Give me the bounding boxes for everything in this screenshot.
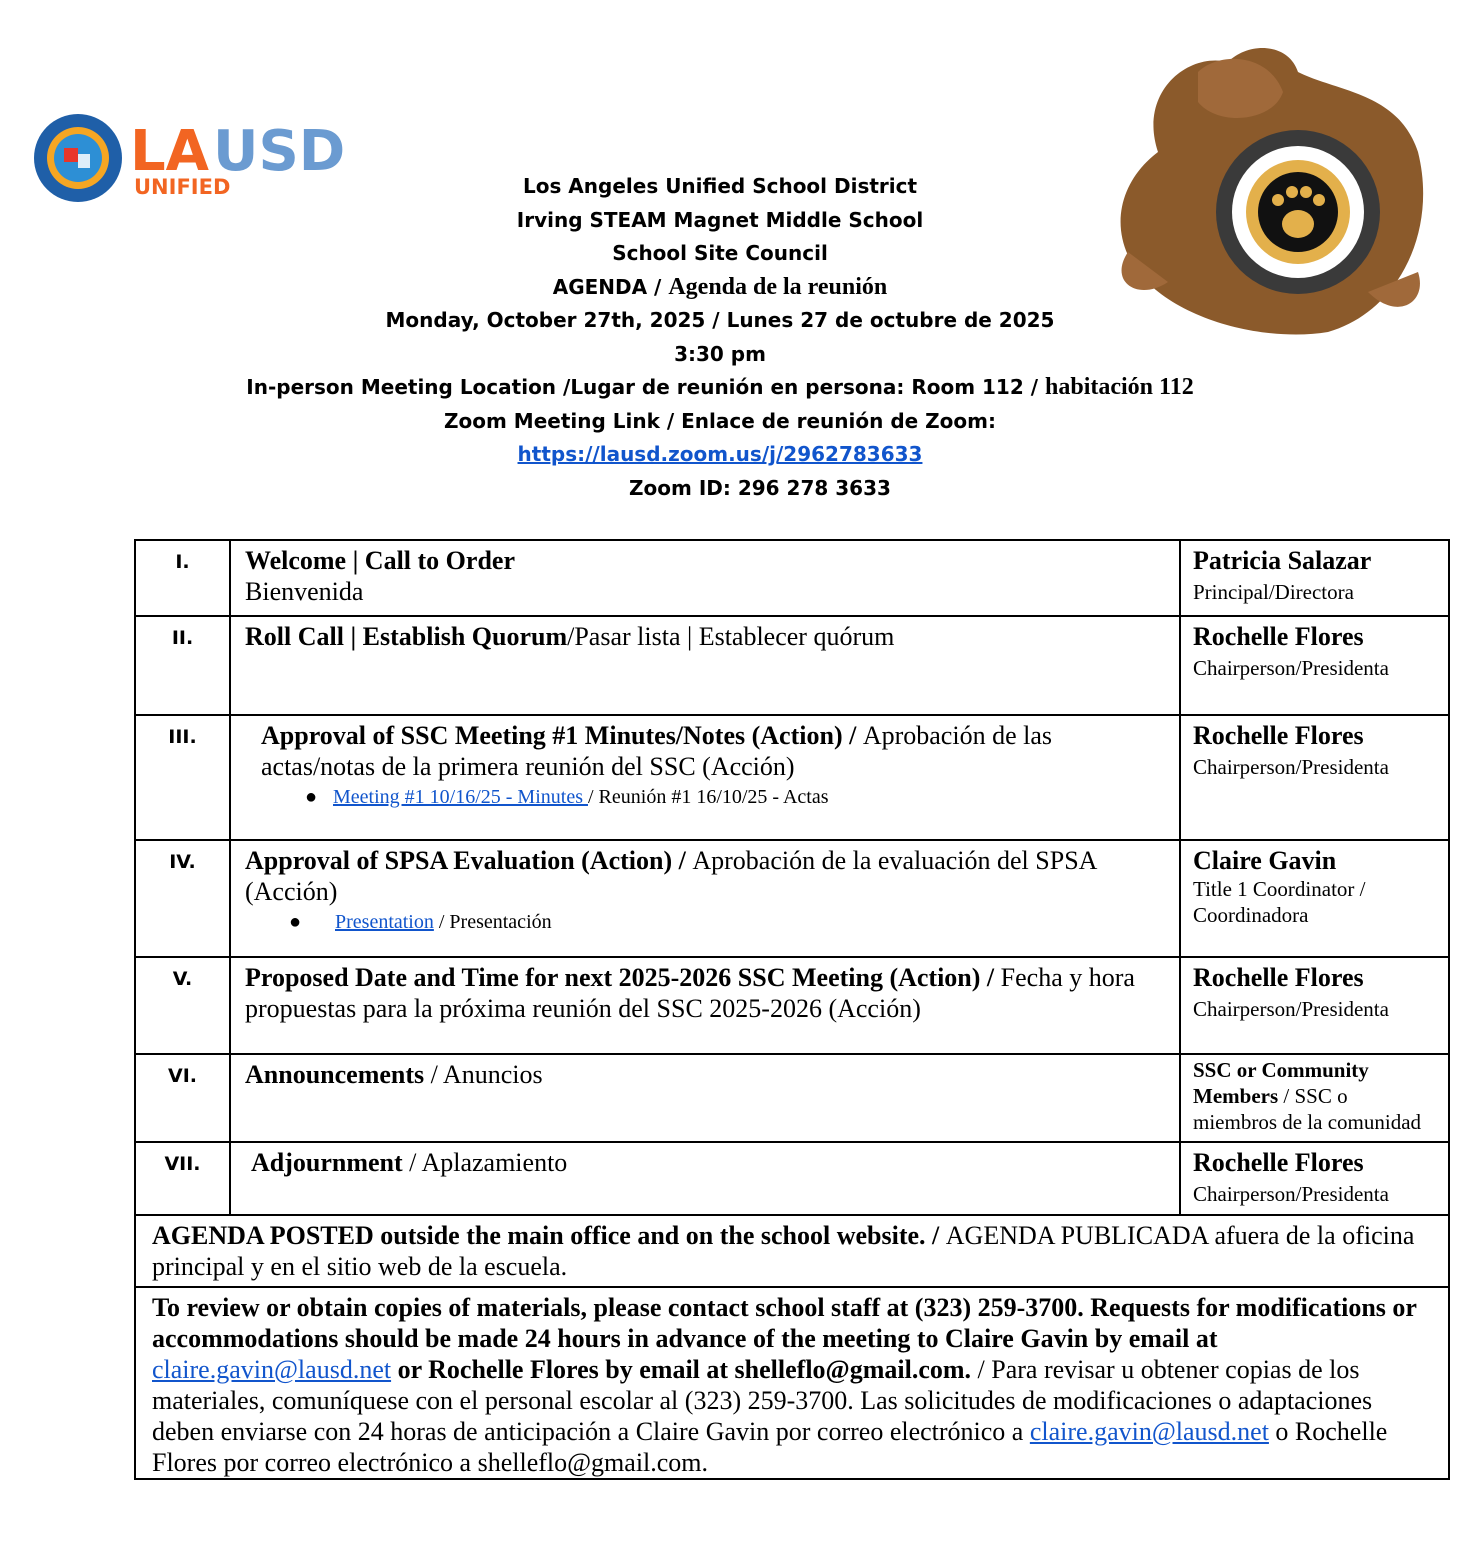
- contact-notice-en-2: or Rochelle Flores by email at shelleflo@gmail.com.: [391, 1355, 972, 1384]
- contact-row: [135, 1287, 1449, 1479]
- presenter-name: Claire Gavin: [1193, 846, 1337, 875]
- agenda-number: II.: [135, 616, 230, 715]
- presenter-role: Chairperson/Presidenta: [1193, 1182, 1389, 1206]
- agenda-item: [230, 957, 1180, 1054]
- agenda-item: [230, 1054, 1180, 1142]
- agenda-item-title-es: /Pasar lista | Establecer quórum: [567, 622, 895, 651]
- presenter-group: [1193, 1058, 1421, 1134]
- agenda-presenter: [1180, 957, 1449, 1054]
- district-name: Los Angeles Unified School District: [522, 174, 918, 198]
- presenter-role: Chairperson/Presidenta: [1193, 997, 1389, 1021]
- location-room-es: habitación 112: [1045, 374, 1194, 400]
- paw-toe-1: [1272, 194, 1284, 206]
- agenda-presenter: [1180, 616, 1449, 715]
- bullet-icon: ●: [305, 786, 318, 808]
- agenda-item-title-es: Aprobación de la evaluación del SPSA (Acción): [245, 846, 1096, 906]
- agenda-item: [230, 540, 1180, 616]
- meeting-location: [200, 371, 1240, 405]
- presenter-role: Principal/Directora: [1193, 580, 1354, 604]
- agenda-presenter: [1180, 1142, 1449, 1215]
- agenda-item-title: Welcome | Call to Order: [245, 546, 515, 575]
- agenda-table: [134, 539, 1450, 1480]
- agenda-row: [135, 715, 1449, 840]
- agenda-row: [135, 840, 1449, 957]
- meeting-date: Monday, October 27th, 2025 / Lunes 27 de octubre de 2025: [385, 308, 1055, 332]
- meeting-time: 3:30 pm: [674, 341, 766, 366]
- lausd-wordmark-unified: UNIFIED: [134, 175, 231, 199]
- posted-notice-es: AGENDA PUBLICADA afuera de la oficina principal y en el sitio web de la escuela.: [152, 1221, 1415, 1281]
- agenda-presenter: [1180, 840, 1449, 957]
- agenda-row: [135, 540, 1449, 616]
- zoom-id-label: Zoom ID:: [629, 475, 738, 500]
- presenter-role: Chairperson/Presidenta: [1193, 755, 1389, 779]
- agenda-presenter: [1180, 715, 1449, 840]
- agenda-item: [230, 1142, 1180, 1215]
- agenda-row: [135, 616, 1449, 715]
- contact-notice-en: To review or obtain copies of materials, please contact school staff at (323) 259-3700. Requests for modifications or accommodations should be made 24 hours in advance of the meeting to Claire Gavin by email at: [152, 1293, 1417, 1353]
- meeting-header: [200, 170, 1240, 505]
- agenda-item-subtitle: Bienvenida: [245, 577, 364, 606]
- zoom-link-line: [200, 438, 1240, 472]
- lausd-wordmark-usd: USD: [213, 119, 346, 184]
- agenda-row: [135, 957, 1449, 1054]
- agenda-item-title: Approval of SSC Meeting #1 Minutes/Notes (Action) /: [261, 721, 863, 750]
- school-name: Irving STEAM Magnet Middle School: [516, 207, 924, 232]
- presentation-link[interactable]: Presentation: [335, 911, 434, 933]
- council-name: School Site Council: [612, 241, 828, 265]
- agenda-number: III.: [135, 715, 230, 840]
- agenda-sub-item: [245, 909, 1165, 935]
- lausd-wordmark-la: LA: [130, 119, 210, 184]
- contact-notice: [135, 1287, 1449, 1479]
- lausd-seal-b: [78, 154, 90, 168]
- agenda-number: VII.: [135, 1142, 230, 1215]
- presenter-group-en: SSC or Community Members: [1193, 1058, 1369, 1108]
- zoom-id-value: 296 278 3633: [737, 475, 891, 500]
- agenda-row: [135, 1054, 1449, 1142]
- agenda-presenter: [1180, 540, 1449, 616]
- agenda-item-title: Approval of SPSA Evaluation (Action) /: [245, 846, 693, 875]
- agenda-item-title: Roll Call | Establish Quorum: [245, 622, 568, 651]
- presenter-group-es: / SSC o miembros de la comunidad: [1193, 1084, 1422, 1134]
- agenda-row: [135, 1142, 1449, 1215]
- agenda-item: [230, 616, 1180, 715]
- location-label: In-person Meeting Location /Lugar de reunión en persona: Room 112 /: [246, 375, 1045, 399]
- agenda-number: IV.: [135, 840, 230, 957]
- agenda-number: V.: [135, 957, 230, 1054]
- agenda-item: [230, 840, 1180, 957]
- agenda-item-title-es: Fecha y hora propuestas para la próxima reunión del SSC 2025-2026 (Acción): [245, 963, 1135, 1023]
- paw-toe-2: [1286, 186, 1298, 198]
- presenter-name: Rochelle Flores: [1193, 1148, 1364, 1177]
- claire-email-link[interactable]: claire.gavin@lausd.net: [152, 1355, 392, 1384]
- zoom-label: Zoom Meeting Link / Enlace de reunión de Zoom:: [444, 408, 996, 433]
- agenda-posted-row: [135, 1215, 1449, 1287]
- zoom-link[interactable]: https://lausd.zoom.us/j/2962783633: [517, 442, 923, 466]
- agenda-item-title: Proposed Date and Time for next 2025-2026 SSC Meeting (Action) /: [245, 963, 1001, 992]
- bullet-icon: ●: [289, 911, 302, 933]
- agenda-title: [200, 271, 1240, 305]
- agenda-title-es: Agenda de la reunión: [668, 273, 888, 300]
- agenda-posted-notice: [135, 1215, 1449, 1287]
- agenda-number: VI.: [135, 1054, 230, 1142]
- paw-toe-3: [1300, 186, 1312, 198]
- agenda-item-title-es: / Aplazamiento: [402, 1148, 568, 1177]
- agenda-number: I.: [135, 540, 230, 616]
- agenda-item-title: Adjournment: [251, 1148, 403, 1177]
- zoom-id-line: [280, 472, 1240, 506]
- agenda-item-title-es: Aprobación de las actas/notas de la primera reunión del SSC (Acción): [261, 721, 1052, 781]
- posted-notice-en: AGENDA POSTED outside the main office and on the school website. /: [152, 1221, 946, 1250]
- agenda-item-title-es: / Anuncios: [424, 1060, 543, 1089]
- lausd-seal-a: [64, 148, 78, 162]
- agenda-item: [230, 715, 1180, 840]
- paw-pad: [1282, 210, 1314, 238]
- agenda-presenter: [1180, 1054, 1449, 1142]
- claire-email-link-2[interactable]: claire.gavin@lausd.net: [1029, 1417, 1269, 1446]
- sub-item-text: / Presentación: [433, 911, 552, 933]
- contact-notice-es-2: o Rochelle Flores por correo electrónico a shelleflo@gmail.com.: [152, 1417, 1388, 1477]
- contact-notice-es: / Para revisar u obtener copias de los materiales, comuníquese con el personal escolar al (323) 259-3700. Las solicitudes de modificaciones o adaptaciones deben enviarse con 24 horas de anticipación a Claire Gavin por correo electrónico a: [152, 1355, 1373, 1446]
- agenda-sub-item: [261, 784, 1165, 810]
- presenter-role: Chairperson/Presidenta: [1193, 656, 1389, 680]
- presenter-name: Rochelle Flores: [1193, 622, 1364, 651]
- presenter-name: Rochelle Flores: [1193, 721, 1364, 750]
- presenter-name: Rochelle Flores: [1193, 963, 1364, 992]
- agenda-item-title: Announcements: [245, 1060, 425, 1089]
- minutes-link[interactable]: Meeting #1 10/16/25 - Minutes: [333, 786, 588, 808]
- agenda-title-en: AGENDA /: [552, 274, 669, 299]
- paw-toe-4: [1313, 194, 1325, 206]
- presenter-role: Title 1 Coordinator / Coordinadora: [1193, 877, 1366, 927]
- sub-item-text: / Reunión #1 16/10/25 - Actas: [587, 786, 829, 808]
- presenter-name: Patricia Salazar: [1193, 546, 1372, 575]
